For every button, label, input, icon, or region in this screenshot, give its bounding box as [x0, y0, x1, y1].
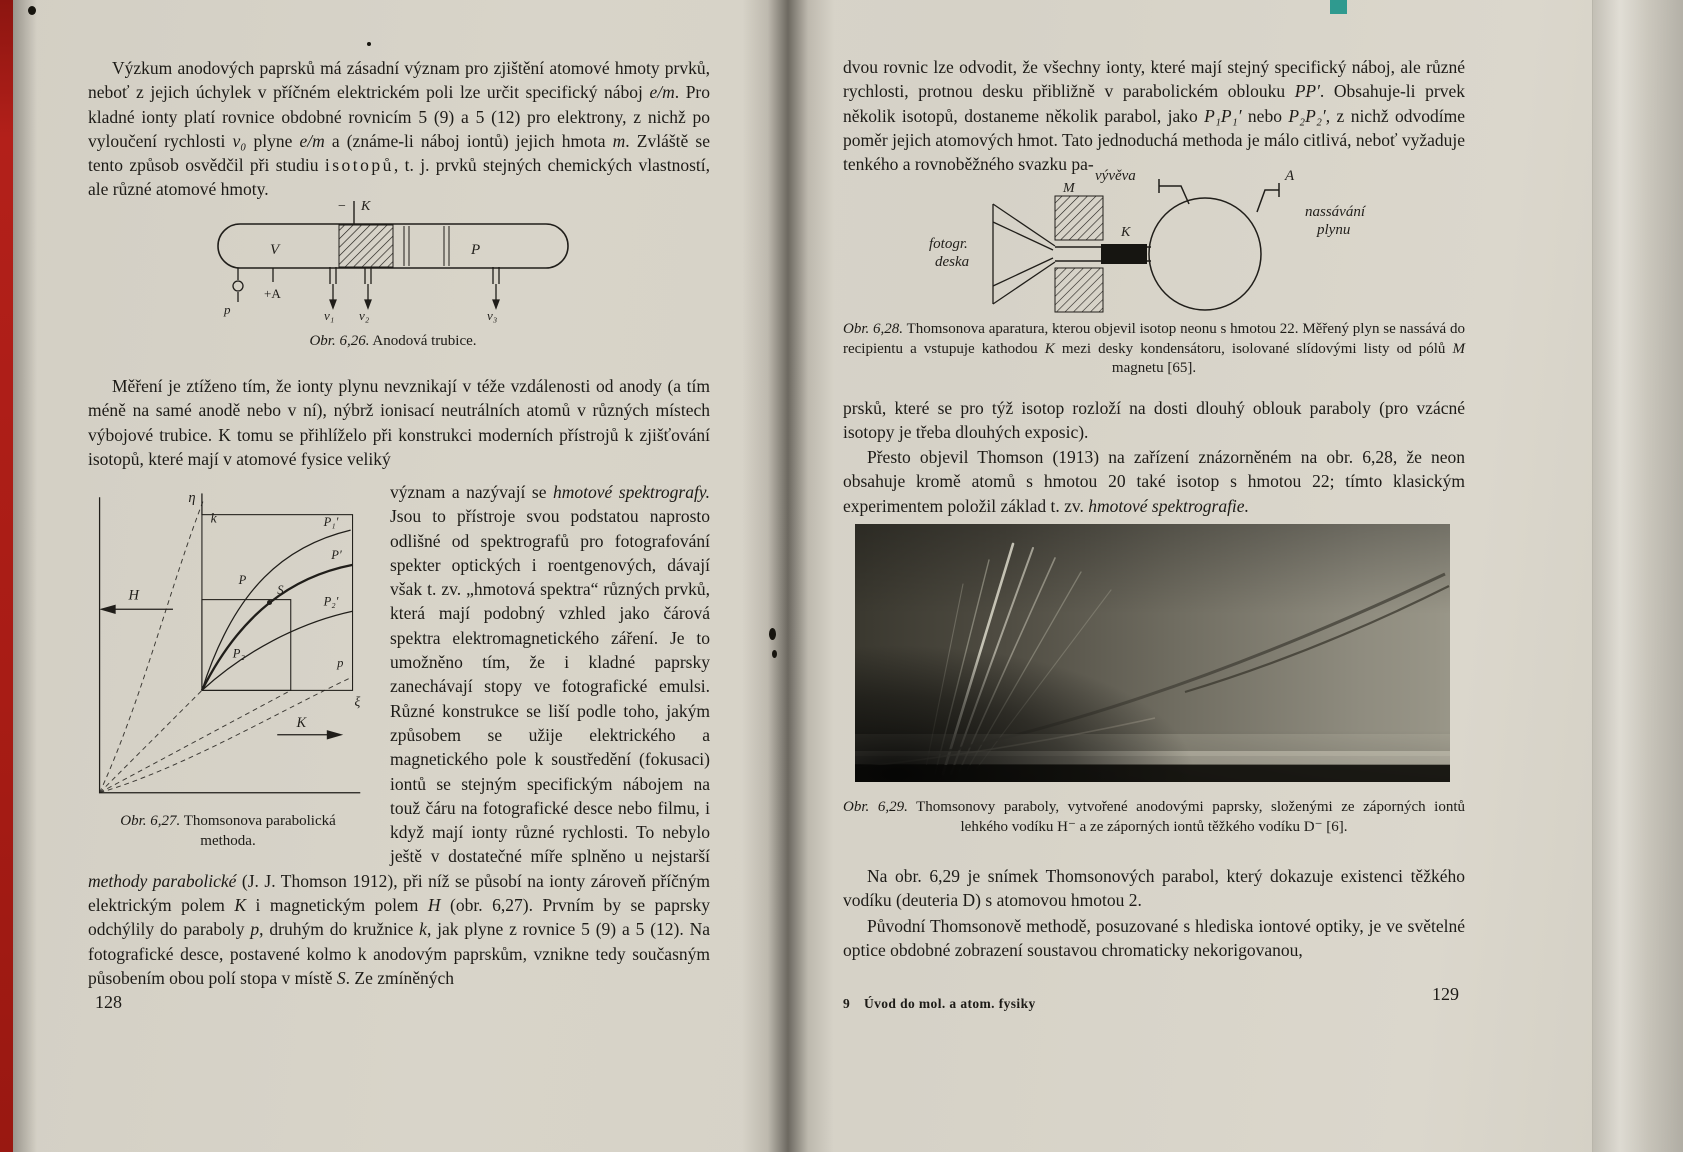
math-var: p [250, 919, 260, 940]
v2-label: v₂ [359, 308, 370, 323]
H-label: H [128, 587, 140, 604]
math-var: H [427, 895, 441, 916]
figure-6-26 [178, 196, 608, 352]
caption-text: Thomsonova parabolická [180, 813, 336, 829]
math-var: k [419, 919, 427, 940]
thomson-parabola-graph [88, 480, 368, 810]
parabola-photograph [855, 524, 1450, 782]
right-paragraph-2 [843, 396, 1465, 445]
ink-speck [28, 6, 36, 15]
emphasized-term: hmotové spektrografie. [1088, 495, 1249, 516]
caption-text: magnetu [65]. [1111, 360, 1197, 376]
left-page-number: 128 [95, 992, 122, 1012]
caption-line-2: methoda. [200, 832, 256, 849]
teal-mark-artifact [1330, 0, 1347, 14]
left-paragraph-1 [88, 56, 710, 202]
math-var: v₀ [232, 130, 247, 151]
text-run: i magnetickým polem [246, 895, 428, 916]
magnet-poles [1055, 196, 1103, 312]
signature-number: 9 [843, 996, 851, 1011]
text-run: Výzkum anodových paprsků má zásadní význam pro zjištění atomové hmoty prvků, neboť z jejich úchylek v příčném elektrickém poli lze určit specifický náboj [88, 58, 710, 103]
math-var: K [234, 895, 247, 916]
right-paragraph-1 [843, 55, 1465, 176]
anode-tube-diagram [178, 196, 608, 326]
text-run: . Zvláště se tento způsob osvědčil při studiu [88, 130, 710, 176]
right-page-edge [1592, 0, 1683, 1152]
gas-intake-label-line1: nassávání [1305, 204, 1365, 220]
photo-bands [855, 524, 1450, 782]
figure-6-27 [88, 480, 368, 851]
vyveva-label: vývěva [1095, 168, 1136, 184]
xi-label: ξ [354, 693, 361, 709]
figure-6-29-caption [843, 798, 1465, 837]
running-title: Úvod do mol. a atom. fysiky [863, 996, 1036, 1011]
bulb [1149, 179, 1279, 310]
caption-text: Thomsonova aparatura, kterou objevil isotop neonu s hmotou 22. Měřený plyn se nassává do recipientu a vstupuje kathodou [843, 321, 1465, 357]
emphasized-term: hmotové spektrografy. [552, 482, 710, 502]
text-run: . Ze zmíněných [345, 967, 454, 988]
caption-number: Obr. 6,28. [843, 321, 904, 337]
math-var: P₁P₁′ [1204, 105, 1242, 126]
diaphragms [404, 226, 449, 266]
gas-intake-label-line2: plynu [1317, 222, 1351, 238]
math-var: e/m [649, 82, 675, 103]
K-label: K [296, 715, 307, 732]
point-S [267, 600, 272, 605]
figure-6-28 [905, 166, 1465, 326]
text-run: význam a nazývají se [390, 482, 553, 502]
text-run: plyne [246, 130, 300, 151]
P-point-label: P [238, 573, 247, 588]
v3-label: v₃ [487, 308, 498, 323]
caption-number: Obr. 6,27. [120, 813, 181, 829]
caption-line-1 [88, 812, 368, 832]
text-run: Původní Thomsonově methodě, posuzované s hlediska iontové optiky, je ve světelné optice obdobné zobrazení soustavou chromaticky nekorigovanou, [843, 916, 1465, 961]
text-run: Jsou to přístroje svou podstatou naprosto odlišné od spektrografů pro fotografování spekter optických i roentgenových, dávají však t. zv. „hmotová spektra“ různých prvků, která mají podobný vzhled jako čárová spektra elektromagnetického záření. Je to umožněno tím, že i kladné paprsky zanechávají stopy ve fotografické emulsi. Různé konstrukce se liší podle toho, jakým způsobem se užije elektrického a magnetického pole k soustředění (fokusaci) iontů se stejným specifickým nábojem na touž čáru na fotografické desce nebo filmu, i když mají ionty různé rychlosti. To nebylo ještě v dostatečné míře splněno u nejstarší [390, 506, 710, 867]
flow-arrows [330, 284, 499, 308]
math-var: PP′ [1294, 81, 1320, 102]
P-label: P [471, 242, 481, 258]
p-curve-label: p [337, 656, 344, 671]
emphasized-term: methody parabolické [88, 870, 237, 891]
text-run: (obr. 6,27). Prvním by se paprsky odchýlily do paraboly [88, 895, 710, 940]
text-run: dvou rovnic lze odvodit, že všechny ionty, které mají stejný specifický náboj, ale různé rychlosti, protnou desku přibližně v parabolickém oblouku [843, 57, 1465, 102]
right-paragraph-5 [843, 914, 1465, 963]
photo-plate-cone [993, 204, 1055, 304]
text-run: (J. J. Thomson 1912), při níž se působí na ionty zároveň příčným [236, 870, 710, 891]
math-var: K [1044, 340, 1055, 357]
right-paragraph-4 [843, 864, 1465, 913]
text-run: , jak plyne z rovnice 5 (9) a 5 (12). Na fotografické desce, postavené kolmo k anodovým paprskům, vznikne tedy současným působením obou polí stopa v místě [88, 919, 711, 988]
text-run: elektrickým polem [88, 895, 235, 916]
minus-label: − [338, 199, 346, 214]
right-paragraph-3 [843, 445, 1465, 518]
text-run: nebo [1241, 105, 1289, 126]
caption-number: Obr. 6,29. [843, 799, 908, 815]
P1-prime-label: P₁′ [323, 515, 339, 530]
photo-plate-label-line1: fotogr. [929, 236, 968, 252]
thomson-apparatus-diagram [905, 166, 1465, 326]
ink-speck [769, 628, 776, 640]
v1-label: v₁ [324, 308, 335, 323]
V-label: V [270, 242, 280, 258]
P-prime-label: P′ [331, 548, 342, 563]
text-run: , t. j. prvků stejných chemických vlastností, ale různé atomové hmoty. [88, 155, 710, 200]
figure-6-28-caption [843, 320, 1465, 379]
math-var: m [612, 130, 626, 151]
k-label: k [210, 510, 217, 526]
right-page-number: 129 [1432, 984, 1459, 1004]
plusA-label: +A [264, 286, 281, 301]
caption-text: mezi desky kondensátoru, isolované slídovými listy od pólů [1054, 340, 1453, 357]
M-label: M [1063, 181, 1075, 196]
page-gutter-shadow [742, 0, 834, 1152]
text-run: . Obsahuje-li prvek několik isotopů, dostaneme několik parabol, jako [843, 81, 1465, 126]
parabola-curves [202, 530, 353, 690]
text-run: . Pro kladné ionty platí rovnice obdobné rovnicím 5 (9) a 5 (12) pro elektrony, z nichž po vyloučení rychlosti [88, 82, 710, 151]
S-label: S [277, 582, 284, 597]
text-run: a (známe-li náboj iontů) jejich hmota [324, 130, 613, 151]
P2-prime-label: P₂′ [323, 594, 339, 609]
left-wrap-block [88, 480, 710, 990]
math-var: P₂P₂′ [1288, 105, 1326, 126]
ink-speck [367, 42, 371, 46]
p-label: p [224, 302, 231, 317]
emphasized-term: isotopů [324, 155, 394, 176]
text-run: prsků, které se pro týž isotop rozloží na dosti dlouhý oblouk paraboly (pro vzácné isotopy je třeba dlouhých exposic). [843, 398, 1465, 443]
A-label: A [1285, 168, 1295, 184]
eta-label: η [188, 490, 196, 507]
figure-6-29-photo [855, 524, 1450, 782]
caption-text: Thomsonovy paraboly, vytvořené anodovými paprsky, složenými ze záporných iontů lehkého vodíku H⁻ a ze záporných iontů těžkého vodíku D⁻ [6]. [907, 799, 1465, 835]
ink-speck [772, 650, 777, 658]
photo-plate-label-line2: deska [935, 254, 970, 270]
caption-number: Obr. 6,26. [309, 333, 370, 349]
P2-point-label: P₂ [232, 646, 245, 661]
cathode-K-block [1101, 244, 1147, 264]
text-run: , druhým do kružnice [259, 919, 420, 940]
caption-text: Anodová trubice. [369, 333, 477, 349]
text-run: , z nichž odvodíme poměr jejich atomových hmot. Tato jednoduchá methoda je málo citlivá, neboť vyžaduje tenkého a rovnoběžného svazku pa- [843, 105, 1465, 175]
figure-6-27-caption [88, 812, 368, 851]
K-label: K [1121, 225, 1131, 240]
left-paragraph-2 [88, 374, 710, 471]
dashed-curves [100, 499, 353, 793]
math-var: S [336, 967, 346, 988]
math-var: e/m [299, 130, 325, 151]
figure-6-26-caption [178, 332, 608, 352]
book-cover-red-edge [0, 0, 13, 1152]
K-label: K [361, 199, 371, 214]
signature-footer [843, 996, 1036, 1012]
text-run: Měření je ztíženo tím, že ionty plynu nevznikají v téže vzdálenosti od anody (a tím méně na samé anodě nebo v ní), nýbrž ionisací neutrálních atomů v různých místech výbojové trubice. K tomu se přihlíželo při konstrukci moderních přístrojů k zjišťování isotopů, které mají v atomové fysice veliký [88, 376, 710, 469]
text-run: Přesto objevil Thomson (1913) na zařízení znázorněném na obr. 6,28, že neon obsahuje kromě atomů s hmotou 20 také isotop s hmotou 22; tímto klasickým experimentem položil základ t. zv. [843, 447, 1465, 516]
text-run: Na obr. 6,29 je snímek Thomsonových parabol, který dokazuje existenci těžkého vodíku (deuteria D) s atomovou hmotou 2. [843, 866, 1465, 911]
math-var: M [1452, 340, 1465, 357]
left-page-edge-shadow [13, 0, 37, 1152]
